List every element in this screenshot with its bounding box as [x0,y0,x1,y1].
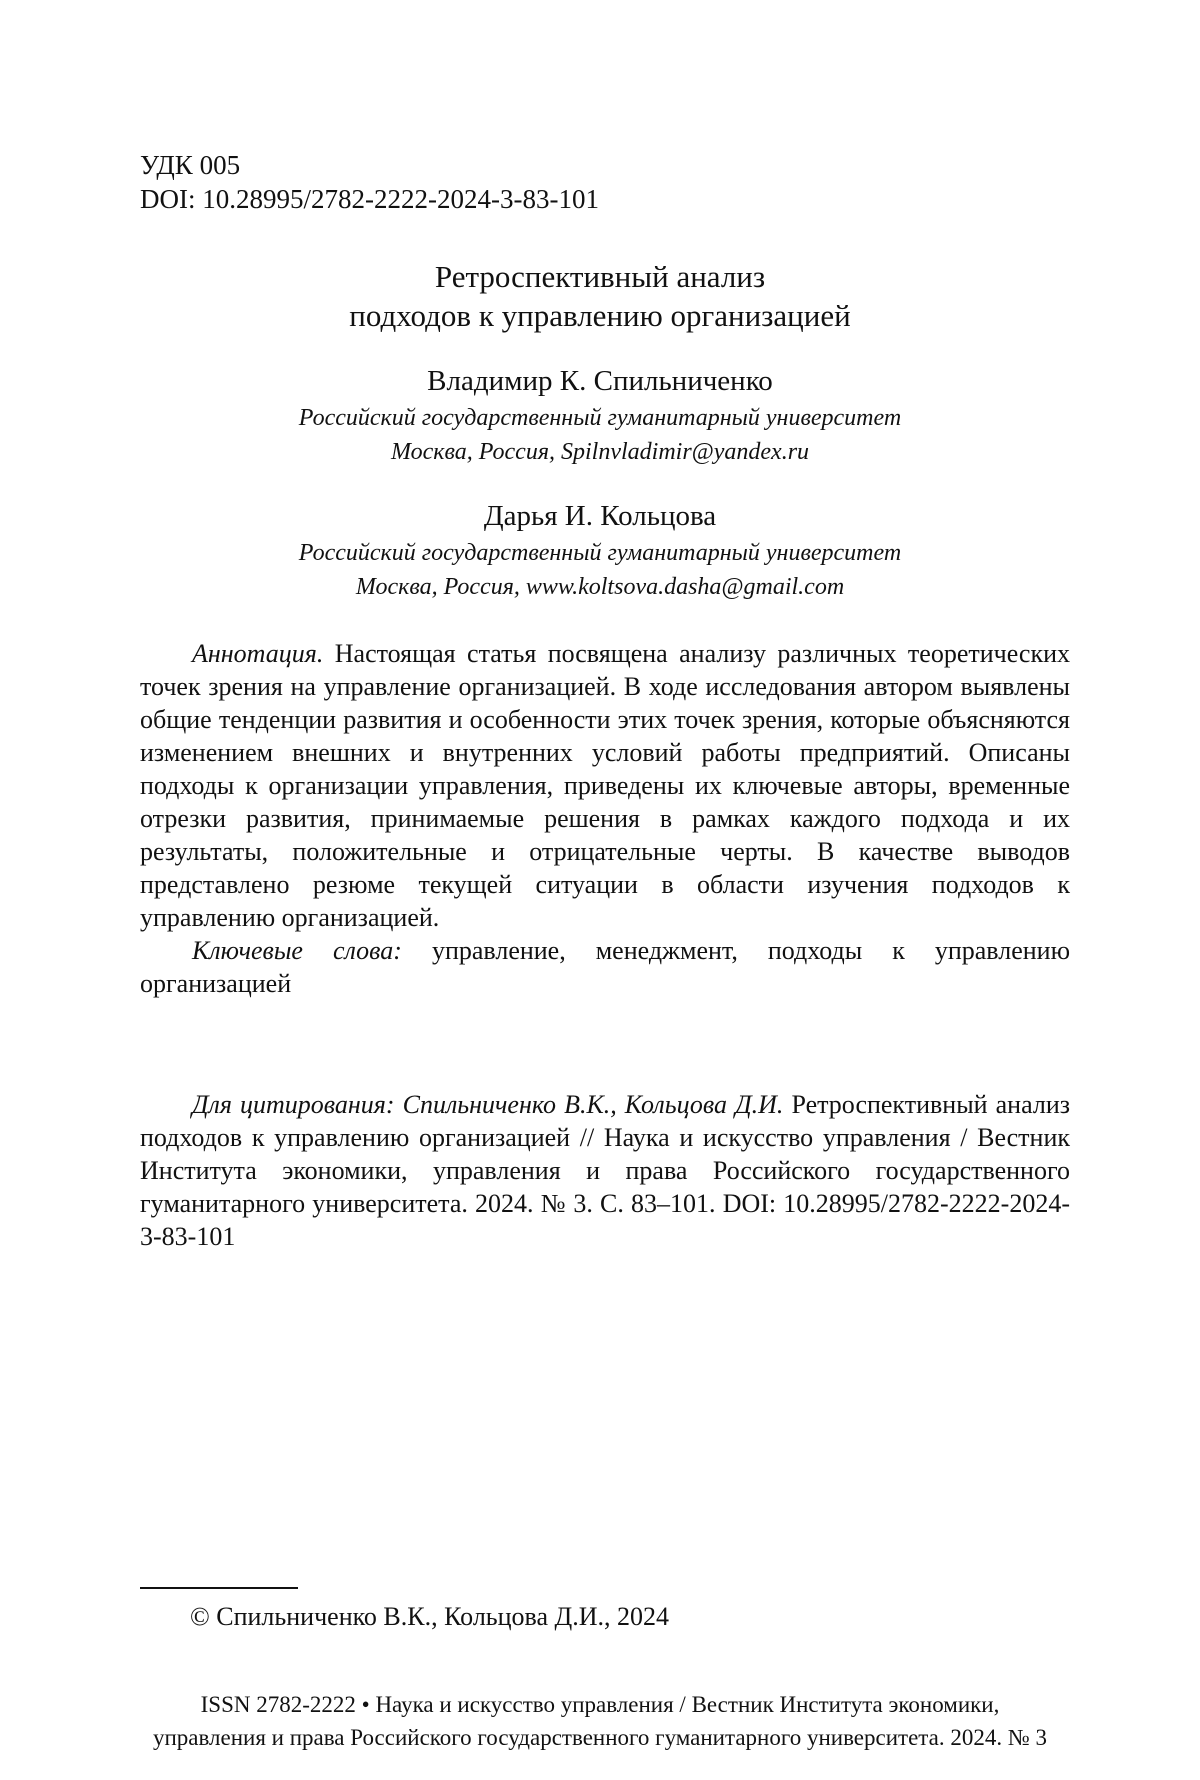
title-line-1: Ретроспективный анализ [434,259,766,294]
article-header [140,148,599,216]
journal-footer [0,1688,1200,1754]
keywords-label: Ключевые слова: [192,936,402,965]
footnote-divider [140,1587,298,1589]
footer-line-1: ISSN 2782-2222 • Наука и искусство управления / Вестник Института экономики, [200,1692,1000,1717]
article-title [0,257,1200,335]
abstract-section [140,637,1070,1000]
udc-code: УДК 005 [140,150,241,180]
author-block-2 [0,496,1200,604]
doi-line: DOI: 10.28995/2782-2222-2024-3-83-101 [140,184,599,214]
author-affiliation: Российский государственный гуманитарный университет [298,405,902,431]
citation-text: Ретроспективный анализ подходов к управлению организацией // Наука и искусство управления / Вестник Института экономики, управления и права Российского государственного гуманитарного университета. 2024. № 3. С. 83–101. DOI: 10.28995/2782-2222-2024-3-83-101 [140,1090,1071,1251]
abstract-label: Аннотация. [192,639,324,668]
author-location-email: Москва, Россия, www.koltsova.dasha@gmail.com [355,574,845,600]
keywords-paragraph [140,934,1070,1000]
abstract-text: Настоящая статья посвящена анализу различных теоретических точек зрения на управление организацией. В ходе исследования автором выявлены общие тенденции развития и особенности этих точек зрения, которые объясняются изменением внешних и внутренних условий работы предприятий. Описаны подходы к организации управления, приведены их ключевые авторы, временные отрезки развития, принимаемые решения в рамках каждого подхода и их результаты, положительные и отрицательные черты. В качестве выводов представлено резюме текущей ситуации в области изучения подходов к управлению организацией. [140,639,1070,932]
author-name: Владимир К. Спильниченко [427,365,773,397]
abstract-paragraph [140,637,1070,934]
title-line-2: подходов к управлению организацией [349,298,851,333]
keywords-text: управление, менеджмент, подходы к управлению организацией [140,936,1070,998]
footer-line-2: управления и права Российского государственного гуманитарного университета. 2024. № 3 [152,1725,1048,1750]
author-affiliation: Российский государственный гуманитарный университет [298,540,902,566]
author-name: Дарья И. Кольцова [483,500,717,532]
author-block-1 [0,361,1200,469]
citation-section [140,1088,1070,1253]
citation-paragraph [140,1088,1070,1253]
author-location-email: Москва, Россия, Spilnvladimir@yandex.ru [390,439,810,465]
citation-label: Для цитирования: Спильниченко В.К., Кольцова Д.И. [192,1090,784,1119]
copyright-notice: © Спильниченко В.К., Кольцова Д.И., 2024 [190,1602,670,1631]
